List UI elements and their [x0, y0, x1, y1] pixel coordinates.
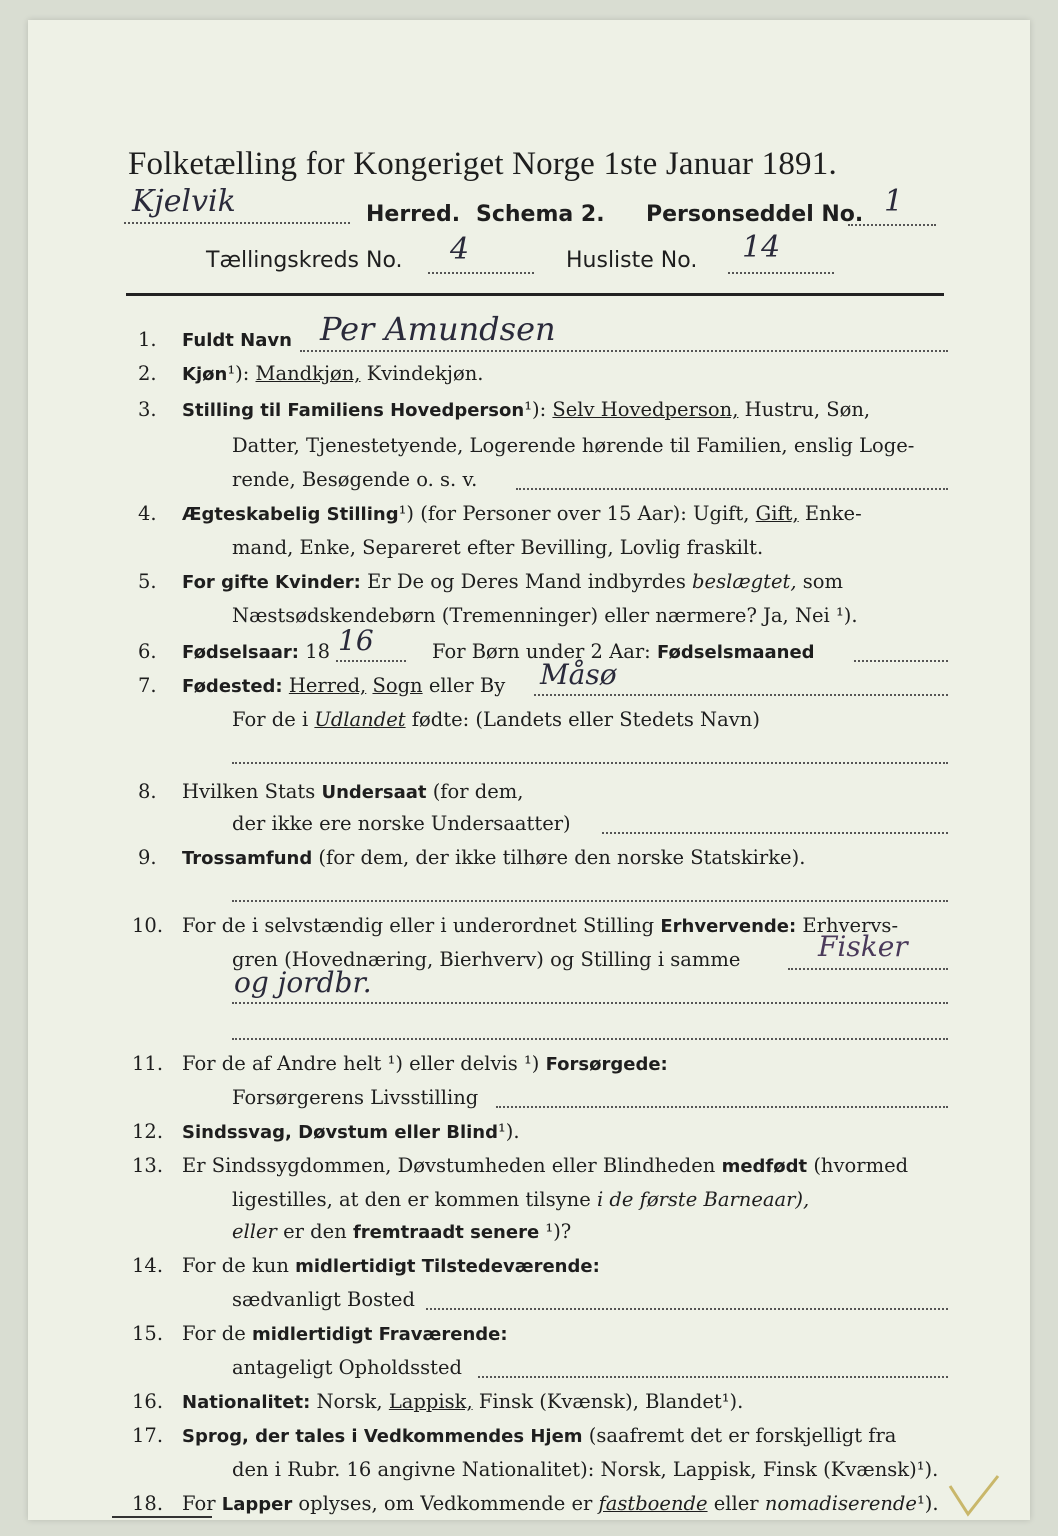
item-5: [138, 570, 843, 593]
item-3-dotline: [516, 488, 948, 490]
item-10-text: For de i selvstændig eller i underordnet Stilling: [182, 914, 655, 937]
item-15-dotline: [478, 1376, 948, 1378]
item-5-text: Er De og Deres Mand indbyrdes: [367, 570, 686, 593]
item-2: [138, 362, 483, 385]
item-2-label: Kjøn: [182, 364, 228, 385]
item-6-label2: Fødselsmaaned: [656, 642, 815, 663]
item-16-number: 16.: [132, 1390, 164, 1413]
item-3-line2: Datter, Tjenestetyende, Logerende hørende til Familien, enslig Loge-: [232, 434, 915, 457]
item-18-number: 18.: [132, 1492, 164, 1515]
kreds-label: Tællingskreds No.: [206, 248, 403, 273]
item-8-line2: der ikke ere norske Undersaatter): [232, 812, 571, 835]
header-rule: [126, 293, 944, 296]
item-7-line2b: fødte: (Landets eller Stedets Navn): [411, 708, 760, 731]
item-4-label: Ægteskabelig Stilling: [182, 504, 399, 525]
item-12-number: 12.: [132, 1120, 164, 1143]
item-11-number: 11.: [132, 1052, 164, 1075]
item-11-line2: Forsørgerens Livsstilling: [232, 1086, 479, 1109]
item-16-text: Norsk,: [316, 1390, 383, 1413]
item-12-sup: ¹).: [497, 1120, 520, 1143]
item-10-blank-1: [232, 1002, 948, 1004]
item-8-number: 8.: [138, 780, 157, 803]
item-6-prefix: 18: [305, 640, 331, 663]
item-8: [138, 780, 524, 803]
item-1: [138, 328, 292, 351]
census-sheet: [28, 20, 1030, 1520]
item-4-number: 4.: [138, 502, 157, 525]
item-15-number: 15.: [132, 1322, 164, 1345]
item-2-number: 2.: [138, 362, 157, 385]
item-6: [138, 640, 330, 663]
item-3-sup: ¹):: [524, 398, 547, 421]
herred-field: [124, 184, 354, 228]
item-11-text: For de af Andre helt ¹) eller delvis ¹): [182, 1052, 540, 1075]
item-5-end: som: [802, 570, 843, 593]
occupation-handwriting-1: Fisker: [818, 930, 908, 963]
item-7-dotline: [534, 694, 948, 696]
item-9: [138, 846, 805, 869]
item-13-line3a: er den: [283, 1220, 347, 1243]
kreds-field: [428, 234, 538, 274]
item-4: [138, 502, 862, 525]
personseddel-label: Personseddel No.: [646, 202, 864, 227]
item-3-label: Stilling til Familiens Hovedperson: [182, 400, 525, 421]
item-15-text: For de: [182, 1322, 246, 1345]
item-10: [132, 914, 898, 937]
item-12: [132, 1120, 520, 1143]
item-1-number: 1.: [138, 328, 157, 351]
item-8-label: Undersaat: [321, 782, 427, 803]
item-7-line2a: For de i: [232, 708, 309, 731]
item-13-text2: (hvormed: [813, 1154, 909, 1177]
item-14-line2: sædvanligt Bosted: [232, 1288, 415, 1311]
item-17-line2: den i Rubr. 16 angivne Nationalitet): Norsk, Lappisk, Finsk (Kvænsk)¹).: [232, 1458, 939, 1481]
item-14-label: midlertidigt Tilstedeværende:: [295, 1256, 600, 1277]
item-13-label2: fremtraadt senere: [352, 1222, 540, 1243]
item-13-number: 13.: [132, 1154, 164, 1177]
occupation-handwriting-2: og jordbr.: [234, 966, 372, 999]
item-9-label: Trossamfund: [182, 848, 313, 869]
item-13: [132, 1154, 908, 1177]
item-4-text2: Enke-: [804, 502, 862, 525]
item-4-sup: ¹): [398, 502, 415, 525]
item-17-number: 17.: [132, 1424, 164, 1447]
item-4-line2: mand, Enke, Separeret efter Bevilling, Lovlig fraskilt.: [232, 536, 764, 559]
item-16: [132, 1390, 743, 1413]
husliste-field: [728, 230, 838, 274]
item-10-blank-2: [232, 1038, 948, 1040]
item-7-number: 7.: [138, 674, 157, 697]
item-7-text: eller By: [428, 674, 506, 697]
item-9-blank: [232, 900, 948, 902]
item-11-dotline: [496, 1106, 948, 1108]
option-kvindekjon: Kvindekjøn.: [366, 362, 484, 385]
item-13-eller: eller: [232, 1220, 277, 1243]
item-11-label: Forsørgede:: [545, 1054, 668, 1075]
item-15-line2: antageligt Opholdssted: [232, 1356, 463, 1379]
item-7-label: Fødested:: [182, 676, 283, 697]
item-5-line2: Næstsødskendebørn (Tremenninger) eller nærmere? Ja, Nei ¹).: [232, 604, 858, 627]
item-5-number: 5.: [138, 570, 157, 593]
item-8-text2: (for dem,: [432, 780, 524, 803]
item-10-line2: gren (Hovednæring, Bierhverv) og Stilling i samme: [232, 948, 741, 971]
check-mark-icon: [946, 1472, 1006, 1520]
item-7: [138, 674, 505, 697]
item-6-label: Fødselsaar:: [182, 642, 299, 663]
item-7-blank: [232, 762, 948, 764]
item-9-text: (for dem, der ikke tilhøre den norske Statskirke).: [318, 846, 806, 869]
item-11: [132, 1052, 668, 1075]
option-sogn: Sogn: [372, 674, 423, 697]
item-18-label: Lapper: [221, 1494, 293, 1515]
kreds-handwriting: 4: [450, 232, 470, 267]
item-10-number: 10.: [132, 914, 164, 937]
option-selv-hovedperson: Selv Hovedperson,: [552, 398, 739, 421]
item-18-text3: eller: [713, 1492, 759, 1515]
item-5-italic: beslægtet,: [692, 570, 797, 593]
option-lappisk: Lappisk,: [388, 1390, 473, 1413]
item-15-label: midlertidigt Fraværende:: [251, 1324, 508, 1345]
item-14: [132, 1254, 600, 1277]
item-12-label: Sindssvag, Døvstum eller Blind: [182, 1122, 498, 1143]
item-16-label: Nationalitet:: [182, 1392, 311, 1413]
item-13-line2a: ligestilles, at den er kommen tilsyne: [232, 1188, 591, 1211]
name-handwriting: Per Amundsen: [320, 310, 556, 348]
item-3-line3: rende, Besøgende o. s. v.: [232, 468, 478, 491]
item-6-text2: For Børn under 2 Aar:: [432, 640, 651, 663]
option-herred: Herred,: [288, 674, 367, 697]
item-10-dotline: [788, 968, 948, 970]
option-gift: Gift,: [755, 502, 799, 525]
item-13-label: medfødt: [721, 1156, 808, 1177]
item-13-line3: [232, 1220, 571, 1243]
husliste-label: Husliste No.: [566, 248, 698, 273]
item-6-number: 6.: [138, 640, 157, 663]
birthyear-handwriting: 16: [338, 624, 374, 657]
item-18: [132, 1492, 939, 1515]
item-14-dotline: [426, 1308, 948, 1310]
footnote-rule: [112, 1516, 212, 1518]
item-6-dotline2: [854, 660, 948, 662]
item-2-sup: ¹):: [227, 362, 250, 385]
item-1-label: Fuldt Navn: [182, 330, 292, 351]
form-title: Folketælling for Kongeriget Norge 1ste Januar 1891.: [128, 146, 837, 182]
option-fastboende: fastboende: [598, 1492, 708, 1515]
item-3-rest: Hustru, Søn,: [744, 398, 871, 421]
item-7-udlandet: Udlandet: [314, 708, 406, 731]
item-18-text2: oplyses, om Vedkommende er: [298, 1492, 593, 1515]
item-10-text2: Erhvervs-: [802, 914, 899, 937]
item-18-text: For: [182, 1492, 216, 1515]
item-16-text2: Finsk (Kvænsk), Blandet¹).: [478, 1390, 744, 1413]
item-3: [138, 398, 870, 421]
herred-handwriting: Kjelvik: [132, 184, 236, 219]
item-6-dotline: [336, 660, 406, 662]
item-14-number: 14.: [132, 1254, 164, 1277]
item-3-number: 3.: [138, 398, 157, 421]
schema-label: Schema 2.: [476, 202, 605, 227]
item-1-dotline: [300, 350, 948, 352]
item-17: [132, 1424, 896, 1447]
option-nomadiserende: nomadiserende: [764, 1492, 917, 1515]
herred-label: Herred.: [366, 202, 461, 227]
item-13-line2-italic: i de første Barneaar),: [596, 1188, 810, 1211]
personseddel-handwriting: 1: [884, 184, 904, 219]
item-5-label: For gifte Kvinder:: [182, 572, 361, 593]
personseddel-field: [848, 184, 940, 226]
item-13-text: Er Sindssygdommen, Døvstumheden eller Blindheden: [182, 1154, 716, 1177]
item-10-label: Erhvervende:: [660, 916, 797, 937]
item-8-text: Hvilken Stats: [182, 780, 316, 803]
item-6-child: [432, 640, 815, 663]
item-17-label: Sprog, der tales i Vedkommendes Hjem: [182, 1426, 583, 1447]
item-13-line3b: ¹)?: [545, 1220, 572, 1243]
husliste-handwriting: 14: [742, 230, 781, 265]
item-15: [132, 1322, 508, 1345]
item-13-line2: [232, 1188, 809, 1211]
item-14-text: For de kun: [182, 1254, 289, 1277]
option-mandkjon: Mandkjøn,: [255, 362, 361, 385]
item-8-dotline: [602, 832, 948, 834]
item-18-end: ¹).: [916, 1492, 939, 1515]
item-4-text: (for Personer over 15 Aar): Ugift,: [420, 502, 750, 525]
item-9-number: 9.: [138, 846, 157, 869]
item-7-line2: [232, 708, 760, 731]
item-17-text: (saafremt det er forskjelligt fra: [588, 1424, 897, 1447]
birthplace-handwriting: Måsø: [540, 658, 617, 691]
